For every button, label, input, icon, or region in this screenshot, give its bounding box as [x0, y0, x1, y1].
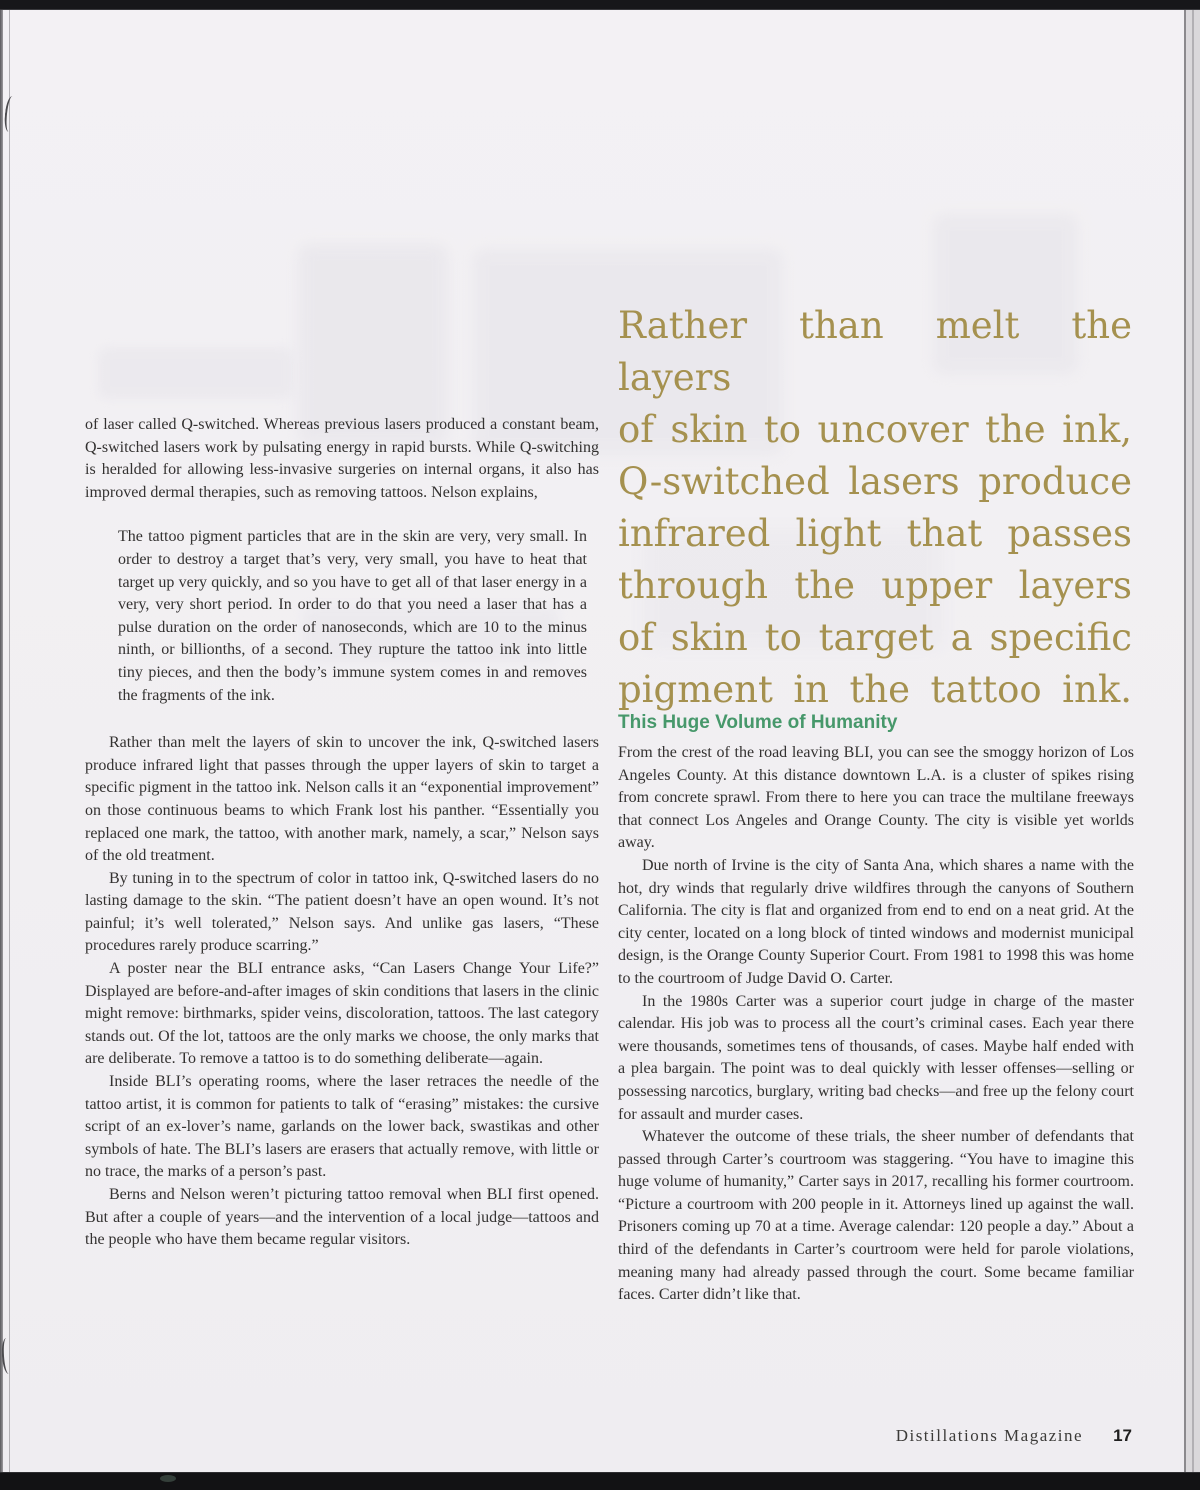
scan-top-bar — [0, 0, 1200, 10]
scan-left-edge — [0, 9, 3, 1472]
article-right-column — [618, 711, 1134, 1307]
page-edge-line — [1184, 9, 1186, 1472]
spine-crease-line — [9, 9, 10, 1472]
body-paragraph: Due north of Irvine is the city of Santa Ana, which shares a name with the hot, dry winds that regularly drive wildfires through the canyons of Southern California. The city is flat and organized from end to end on a neat grid. At the city center, located on a long block of tinted windows and modernist municipal design, is the Orange County Superior Court. From 1981 to 1998 this was home to the courtroom of Judge David O. Carter. — [618, 856, 1134, 987]
page-footer — [618, 1426, 1132, 1446]
page-edge-strip — [1184, 9, 1200, 1472]
pull-quote-line: Q-switched lasers produce — [618, 460, 1132, 503]
article-left-column — [85, 414, 599, 1252]
pull-quote-line: infrared light that passes — [618, 512, 1132, 555]
nelson-blockquote: The tattoo pigment particles that are in the skin are very, very small. In order to destroy a target that’s very, very small, you have to heat that target up very quickly, and so you have to get all of that laser energy in a very, very short period. In order to do that you need a laser that has a pulse duration on the order of nanoseconds, which are 10 to the minus ninth, or billionths, of a second. They rupture the tattoo ink into little tiny pieces, and then the body’s immune system comes in and removes the fragments of the ink. — [118, 528, 587, 704]
page-edge-line — [1192, 9, 1194, 1472]
scan-speck — [160, 1475, 176, 1482]
pull-quote-line: pigment in the tattoo ink. — [618, 668, 1132, 711]
magazine-name: Distillations Magazine — [895, 1426, 1084, 1445]
body-paragraph: Whatever the outcome of these trials, the sheer number of defendants that passed through Carter’s courtroom was staggering. “You have to imagine this huge volume of humanity,” Carter says in 2017, recalling his former courtroom. “Picture a courtroom with 200 people in it. Attorneys lined up against the wall. Prisoners coming up 70 at a time. Average calendar: 120 people a day.” About a third of the defendants in Carter’s courtroom were held for parole violations, meaning many had already passed through the court. Some became familiar faces. Carter didn’t like that. — [618, 1128, 1134, 1304]
scan-bottom-bar — [0, 1472, 1200, 1490]
body-paragraph: In the 1980s Carter was a superior court judge in charge of the master calendar. His job was to process all the court’s criminal cases. Each year there were thousands, sometimes tens of thousands, of cases. Maybe half ended with a plea bargain. The point was to deal quickly with lesser offenses—selling or possessing narcotics, burglary, writing bad checks—and free up the felony court for assault and murder cases. — [618, 992, 1134, 1123]
pull-quote — [618, 300, 1132, 716]
bleed-through-ghost — [98, 347, 293, 399]
body-paragraph: Rather than melt the layers of skin to uncover the ink, Q-switched lasers produce infrared light that passes through the upper layers of skin to target a specific pigment in the tattoo ink. Nelson calls it an “exponential improvement” on those continuous beams to which Frank lost his panther. “Essentially you replaced one mark, the tattoo, with another mark, namely, a scar,” Nelson says of the old treatment. — [85, 734, 599, 865]
pull-quote-line: of skin to uncover the ink, — [618, 408, 1132, 451]
section-heading: This Huge Volume of Humanity — [618, 712, 898, 733]
body-paragraph: A poster near the BLI entrance asks, “Can Lasers Change Your Life?” Displayed are before-and-after images of skin conditions that lasers in the clinic might remove: birthmarks, spider veins, discoloration, tattoos. The last category stands out. Of the lot, tattoos are the only marks we choose, the only marks that are deliberate. To remove a tattoo is to do something deliberate—again. — [85, 960, 599, 1068]
pull-quote-line: Rather than melt the layers — [618, 304, 1132, 399]
pull-quote-line: through the upper layers — [618, 564, 1132, 607]
pull-quote-line: of skin to target a specific — [618, 616, 1132, 659]
body-paragraph: From the crest of the road leaving BLI, you can see the smoggy horizon of Los Angeles County. At this distance downtown L.A. is a cluster of spikes rising from concrete sprawl. From there to here you can trace the multilane freeways that connect Los Angeles and Orange County. The city is visible yet worlds away. — [618, 744, 1134, 852]
body-paragraph: of laser called Q-switched. Whereas previous lasers produced a constant beam, Q-switched lasers work by pulsating energy in rapid bursts. While Q-switching is heralded for allowing less-invasive surgeries on internal organs, it also has improved dermal therapies, such as removing tattoos. Nelson explains, — [85, 416, 599, 501]
page-number: 17 — [1113, 1426, 1132, 1445]
body-paragraph: By tuning in to the spectrum of color in tattoo ink, Q-switched lasers do no lasting damage to the skin. “The patient doesn’t have an open wound. It’s not painful; it’s well tolerated,” Nelson says. And unlike gas lasers, “These procedures rarely produce scarring.” — [85, 869, 599, 955]
body-paragraph: Inside BLI’s operating rooms, where the laser retraces the needle of the tattoo artist, it is common for patients to talk of “erasing” mistakes: the cursive script of an ex-lover’s name, garlands on the lower back, swastikas and other symbols of hate. The BLI’s lasers are erasers that actually remove, with little or no trace, the marks of a person’s past. — [85, 1073, 599, 1181]
body-paragraph: Berns and Nelson weren’t picturing tattoo removal when BLI first opened. But after a couple of years—and the intervention of a local judge—tattoos and the people who have them became regular visitors. — [85, 1186, 599, 1249]
